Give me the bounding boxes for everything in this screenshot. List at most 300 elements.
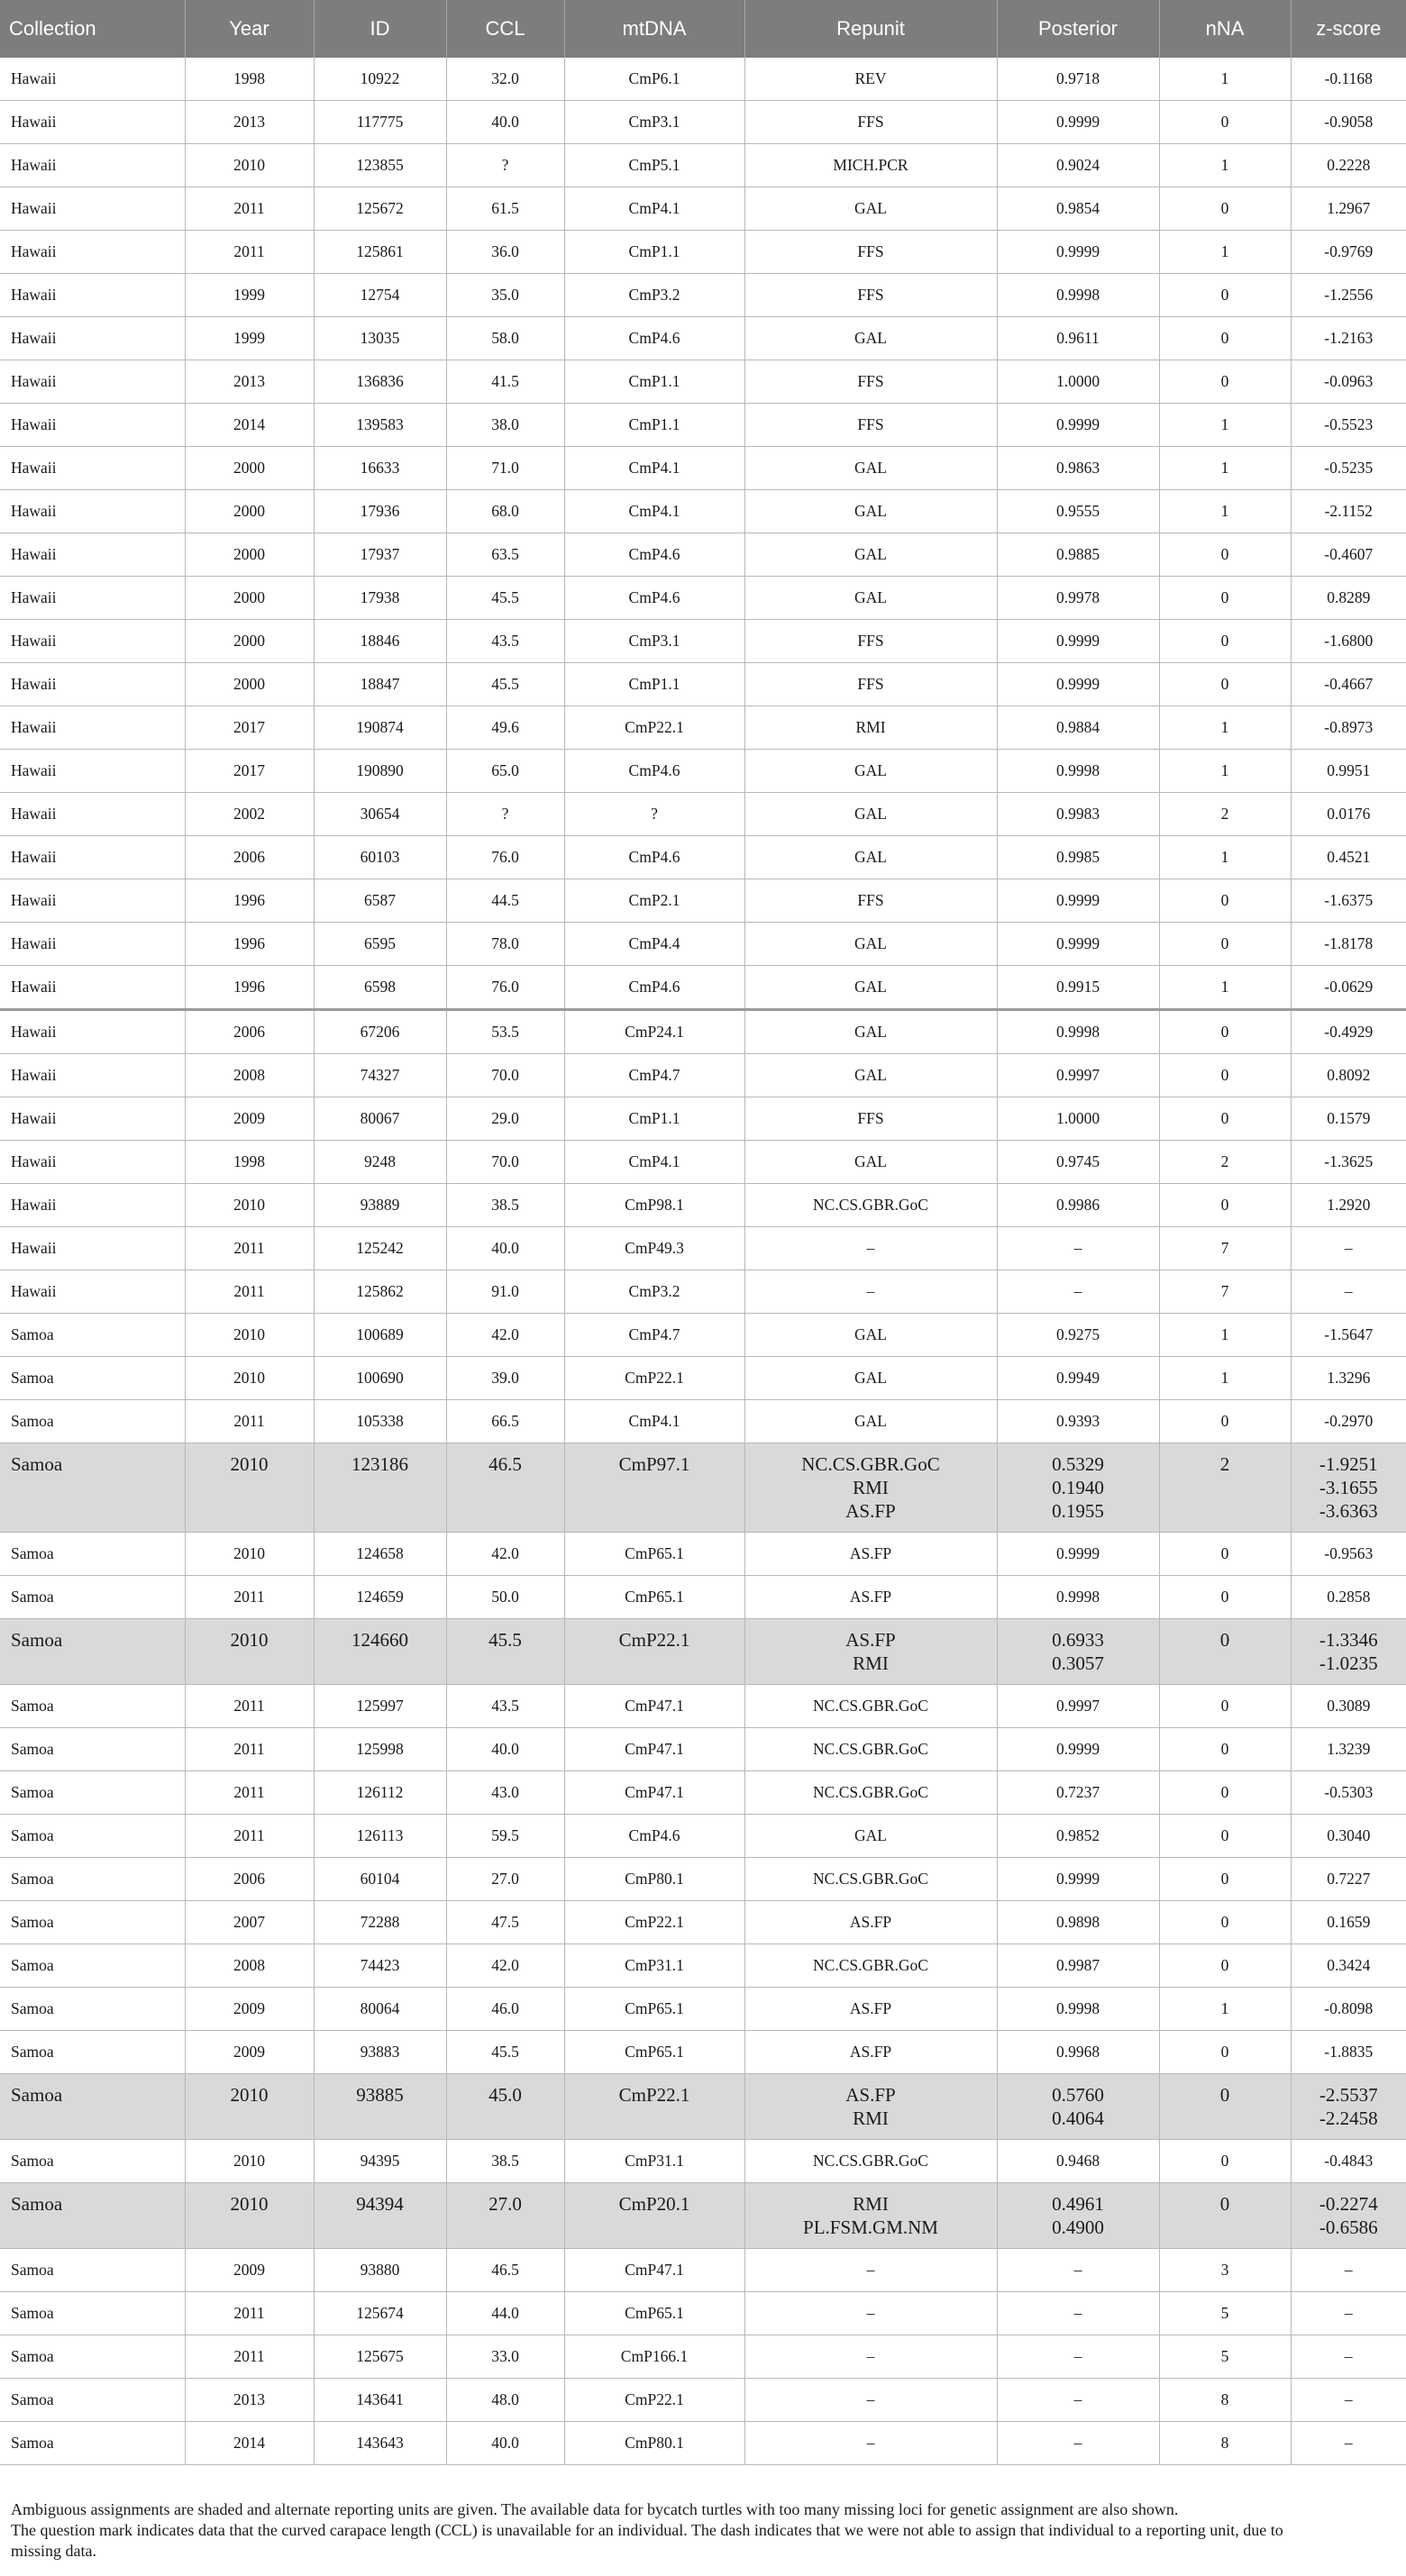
cell-repunit: [744, 533, 997, 577]
cell-z-score-value: -1.9251: [1319, 1453, 1378, 1475]
cell-ccl: 65.0: [446, 750, 564, 793]
cell-collection: Hawaii: [0, 404, 185, 447]
cell-posterior-value: 0.9999: [1055, 113, 1100, 131]
cell-nna: 0: [1159, 101, 1291, 144]
cell-z-score-value: -2.2458: [1319, 2107, 1378, 2129]
cell-z-score: [1291, 144, 1406, 187]
cell-posterior: [997, 1815, 1159, 1858]
cell-mtdna: CmP4.6: [564, 750, 744, 793]
cell-repunit-value: FFS: [857, 286, 884, 304]
table-row: [0, 404, 1406, 447]
cell-ccl: 40.0: [446, 101, 564, 144]
cell-repunit-value: –: [866, 1239, 875, 1257]
cell-year: 1999: [185, 317, 314, 360]
cell-z-score-value: –: [1344, 2390, 1353, 2408]
cell-id: 30654: [314, 793, 446, 836]
cell-id: 126113: [314, 1815, 446, 1858]
cell-collection: Hawaii: [0, 1141, 185, 1184]
cell-nna: 0: [1159, 577, 1291, 620]
cell-id: 67206: [314, 1010, 446, 1054]
cell-repunit: [744, 923, 997, 966]
cell-nna: 0: [1159, 1054, 1291, 1097]
cell-collection: Hawaii: [0, 750, 185, 793]
cell-repunit: [744, 2074, 997, 2140]
cell-z-score-value: -0.8973: [1324, 718, 1374, 736]
cell-id: 72288: [314, 1901, 446, 1944]
cell-posterior: [997, 1858, 1159, 1901]
cell-posterior-value: 0.9275: [1055, 1325, 1100, 1343]
cell-collection: Hawaii: [0, 1270, 185, 1314]
cell-z-score-value: -1.0235: [1319, 1652, 1378, 1674]
cell-z-score-value: -1.3346: [1319, 1629, 1378, 1651]
cell-mtdna: CmP49.3: [564, 1227, 744, 1270]
table-row: [0, 360, 1406, 404]
cell-posterior: [997, 793, 1159, 836]
cell-year: 1996: [185, 879, 314, 923]
cell-mtdna: CmP22.1: [564, 1901, 744, 1944]
cell-posterior-value: 0.9024: [1055, 156, 1100, 174]
cell-nna: 1: [1159, 231, 1291, 274]
cell-repunit: [744, 404, 997, 447]
cell-z-score: [1291, 404, 1406, 447]
cell-posterior-value: 0.9745: [1055, 1152, 1100, 1170]
cell-ccl: 38.5: [446, 2140, 564, 2183]
cell-year: 2000: [185, 490, 314, 533]
cell-collection: Hawaii: [0, 231, 185, 274]
cell-id: 17937: [314, 533, 446, 577]
cell-year: 2011: [185, 1685, 314, 1728]
table-row: [0, 750, 1406, 793]
table-row-ambiguous: [0, 1619, 1406, 1685]
cell-posterior-value: 0.9997: [1055, 1697, 1100, 1715]
cell-z-score-value: -0.2970: [1324, 1412, 1374, 1430]
cell-id: 10922: [314, 58, 446, 101]
cell-posterior: [997, 663, 1159, 706]
cell-posterior-value: 0.9987: [1055, 1956, 1100, 1974]
cell-z-score: [1291, 750, 1406, 793]
cell-posterior-value: 0.9999: [1055, 891, 1100, 909]
cell-posterior-value: –: [1073, 2390, 1082, 2408]
cell-collection: Hawaii: [0, 1054, 185, 1097]
table-row: [0, 1141, 1406, 1184]
cell-z-score-value: 0.3089: [1327, 1697, 1371, 1715]
cell-z-score: [1291, 2379, 1406, 2422]
cell-year: 1998: [185, 58, 314, 101]
cell-mtdna: CmP4.1: [564, 490, 744, 533]
table-row: [0, 2031, 1406, 2074]
cell-z-score: [1291, 2335, 1406, 2379]
cell-repunit: [744, 360, 997, 404]
cell-repunit-value: –: [866, 1282, 875, 1300]
table-row: [0, 1685, 1406, 1728]
cell-year: 2014: [185, 404, 314, 447]
cell-year: 2008: [185, 1944, 314, 1988]
cell-posterior-value: 0.9393: [1055, 1412, 1100, 1430]
cell-posterior-value: 0.9854: [1055, 199, 1100, 217]
cell-year: 2013: [185, 360, 314, 404]
cell-year: 2009: [185, 1097, 314, 1141]
table-row: [0, 1858, 1406, 1901]
cell-repunit: [744, 1944, 997, 1988]
cell-posterior-value: –: [1073, 1239, 1082, 1257]
cell-nna: 2: [1159, 1443, 1291, 1533]
cell-mtdna: CmP22.1: [564, 1619, 744, 1685]
cell-repunit-value: AS.FP: [849, 1544, 892, 1562]
cell-repunit-value: RMI: [855, 718, 886, 736]
cell-ccl: 41.5: [446, 360, 564, 404]
cell-ccl: 45.0: [446, 2074, 564, 2140]
cell-z-score-value: -0.9058: [1324, 113, 1374, 131]
cell-posterior: [997, 2031, 1159, 2074]
cell-year: 2010: [185, 144, 314, 187]
table-row: [0, 706, 1406, 750]
cell-repunit-value: RMI: [853, 2107, 889, 2129]
cell-repunit-value: FFS: [857, 891, 884, 909]
table-row: [0, 1357, 1406, 1400]
cell-year: 2000: [185, 533, 314, 577]
cell-collection: Samoa: [0, 2140, 185, 2183]
cell-z-score: [1291, 1141, 1406, 1184]
cell-ccl: 70.0: [446, 1141, 564, 1184]
cell-ccl: 45.5: [446, 577, 564, 620]
cell-repunit-value: GAL: [854, 1826, 887, 1844]
cell-posterior: [997, 1184, 1159, 1227]
cell-nna: 0: [1159, 533, 1291, 577]
cell-mtdna: CmP97.1: [564, 1443, 744, 1533]
table-row: [0, 620, 1406, 663]
cell-z-score-value: 0.4521: [1327, 848, 1371, 866]
cell-collection: Hawaii: [0, 966, 185, 1010]
cell-z-score-value: -1.8178: [1324, 934, 1374, 952]
table-body: [0, 58, 1406, 2465]
cell-mtdna: CmP47.1: [564, 1771, 744, 1815]
header-posterior: Posterior: [997, 0, 1159, 58]
cell-id: 80067: [314, 1097, 446, 1141]
cell-posterior-value: 0.1955: [1052, 1500, 1104, 1522]
cell-mtdna: CmP1.1: [564, 663, 744, 706]
cell-z-score: [1291, 187, 1406, 231]
cell-z-score-value: –: [1344, 1239, 1353, 1257]
cell-id: 94395: [314, 2140, 446, 2183]
cell-repunit-value: FFS: [857, 242, 884, 260]
cell-posterior: [997, 1901, 1159, 1944]
cell-z-score-value: -0.6586: [1319, 2216, 1378, 2238]
cell-collection: Samoa: [0, 1728, 185, 1771]
cell-repunit-value: NC.CS.GBR.GoC: [813, 1783, 928, 1801]
cell-id: 143641: [314, 2379, 446, 2422]
cell-id: 74327: [314, 1054, 446, 1097]
cell-year: 2006: [185, 1858, 314, 1901]
cell-nna: 1: [1159, 144, 1291, 187]
table-row: [0, 1314, 1406, 1357]
cell-nna: 1: [1159, 58, 1291, 101]
cell-z-score-value: -2.1152: [1324, 502, 1373, 520]
cell-z-score: [1291, 2140, 1406, 2183]
cell-posterior-value: 0.5329: [1052, 1453, 1104, 1475]
cell-nna: 0: [1159, 1944, 1291, 1988]
cell-id: 6595: [314, 923, 446, 966]
cell-z-score: [1291, 663, 1406, 706]
cell-posterior: [997, 577, 1159, 620]
cell-posterior-value: 0.9998: [1055, 1023, 1100, 1041]
cell-repunit: [744, 1141, 997, 1184]
cell-mtdna: CmP22.1: [564, 706, 744, 750]
cell-repunit: [744, 1184, 997, 1227]
cell-nna: 2: [1159, 1141, 1291, 1184]
cell-repunit: [744, 101, 997, 144]
cell-z-score: [1291, 231, 1406, 274]
cell-id: 125675: [314, 2335, 446, 2379]
cell-z-score: [1291, 274, 1406, 317]
table-row: [0, 144, 1406, 187]
cell-collection: Hawaii: [0, 577, 185, 620]
cell-posterior: [997, 317, 1159, 360]
cell-nna: 0: [1159, 274, 1291, 317]
cell-repunit: [744, 1400, 997, 1443]
cell-ccl: 44.0: [446, 2292, 564, 2335]
cell-posterior: [997, 187, 1159, 231]
cell-year: 2011: [185, 1728, 314, 1771]
cell-year: 2000: [185, 620, 314, 663]
cell-repunit-value: GAL: [854, 1023, 887, 1041]
cell-z-score-value: 0.3040: [1327, 1826, 1371, 1844]
cell-nna: 0: [1159, 1771, 1291, 1815]
cell-ccl: 38.5: [446, 1184, 564, 1227]
cell-nna: 0: [1159, 923, 1291, 966]
cell-posterior-value: 0.9949: [1055, 1369, 1100, 1387]
cell-z-score-value: -0.4843: [1324, 2152, 1374, 2170]
cell-z-score: [1291, 2292, 1406, 2335]
cell-repunit-value: GAL: [854, 761, 887, 779]
cell-mtdna: CmP31.1: [564, 1944, 744, 1988]
cell-nna: 1: [1159, 490, 1291, 533]
cell-ccl: 43.5: [446, 1685, 564, 1728]
cell-repunit: [744, 1357, 997, 1400]
cell-repunit: [744, 1576, 997, 1619]
cell-repunit-value: RMI: [853, 1477, 889, 1498]
cell-year: 2011: [185, 2292, 314, 2335]
cell-year: 2017: [185, 750, 314, 793]
cell-nna: 0: [1159, 879, 1291, 923]
cell-repunit: [744, 1314, 997, 1357]
cell-nna: 1: [1159, 1988, 1291, 2031]
header-z-score: z-score: [1291, 0, 1406, 58]
cell-year: 2011: [185, 1771, 314, 1815]
table-row: [0, 1400, 1406, 1443]
cell-nna: 0: [1159, 2183, 1291, 2249]
cell-mtdna: CmP4.6: [564, 1815, 744, 1858]
cell-nna: 0: [1159, 1901, 1291, 1944]
cell-z-score: [1291, 1944, 1406, 1988]
cell-nna: 7: [1159, 1227, 1291, 1270]
table-row: [0, 1728, 1406, 1771]
cell-collection: Hawaii: [0, 533, 185, 577]
cell-nna: 1: [1159, 1314, 1291, 1357]
cell-posterior: [997, 1533, 1159, 1576]
cell-ccl: 27.0: [446, 1858, 564, 1901]
cell-year: 2000: [185, 447, 314, 490]
cell-repunit: [744, 620, 997, 663]
cell-posterior: [997, 966, 1159, 1010]
cell-nna: 5: [1159, 2335, 1291, 2379]
cell-collection: Samoa: [0, 1400, 185, 1443]
cell-id: 124658: [314, 1533, 446, 1576]
cell-repunit-value: REV: [854, 69, 887, 87]
cell-z-score: [1291, 1357, 1406, 1400]
cell-z-score-value: -3.6363: [1319, 1500, 1378, 1522]
cell-nna: 8: [1159, 2379, 1291, 2422]
cell-collection: Hawaii: [0, 490, 185, 533]
cell-z-score: [1291, 58, 1406, 101]
cell-posterior: [997, 923, 1159, 966]
cell-year: 2011: [185, 2335, 314, 2379]
cell-ccl: 45.5: [446, 663, 564, 706]
table-row: [0, 58, 1406, 101]
cell-z-score-value: 0.3424: [1327, 1956, 1371, 1974]
header-id: ID: [314, 0, 446, 58]
cell-nna: 0: [1159, 1097, 1291, 1141]
header-year: Year: [185, 0, 314, 58]
cell-posterior-value: 0.9978: [1055, 588, 1100, 606]
cell-collection: Hawaii: [0, 447, 185, 490]
cell-id: 100689: [314, 1314, 446, 1357]
cell-ccl: 45.5: [446, 2031, 564, 2074]
cell-repunit: [744, 1685, 997, 1728]
cell-repunit-value: GAL: [854, 199, 887, 217]
cell-repunit: [744, 1097, 997, 1141]
cell-repunit: [744, 490, 997, 533]
cell-collection: Samoa: [0, 2422, 185, 2465]
cell-posterior-value: 0.9915: [1055, 978, 1100, 996]
cell-year: 2011: [185, 231, 314, 274]
cell-z-score-value: 0.8289: [1327, 588, 1371, 606]
cell-repunit: [744, 187, 997, 231]
cell-collection: Samoa: [0, 2074, 185, 2140]
cell-year: 2000: [185, 663, 314, 706]
cell-nna: 1: [1159, 404, 1291, 447]
cell-z-score-value: -0.0629: [1324, 978, 1374, 996]
cell-posterior-value: 0.6933: [1052, 1629, 1104, 1651]
cell-repunit: [744, 317, 997, 360]
cell-mtdna: CmP24.1: [564, 1010, 744, 1054]
cell-year: 2010: [185, 1184, 314, 1227]
table-row: [0, 490, 1406, 533]
cell-nna: 1: [1159, 966, 1291, 1010]
cell-year: 1999: [185, 274, 314, 317]
cell-ccl: 39.0: [446, 1357, 564, 1400]
cell-repunit: [744, 1443, 997, 1533]
cell-z-score-value: -1.6800: [1324, 632, 1374, 650]
cell-repunit: [744, 2031, 997, 2074]
cell-ccl: 36.0: [446, 231, 564, 274]
cell-mtdna: CmP166.1: [564, 2335, 744, 2379]
cell-z-score-value: -0.9563: [1324, 1544, 1374, 1562]
footnote-shading-note: Ambiguous assignments are shaded and alternate reporting units are given. The available data for bycatch turtles with too many missing loci for genetic assignment are also shown.: [11, 2500, 1179, 2518]
cell-mtdna: CmP1.1: [564, 360, 744, 404]
cell-repunit-value: GAL: [854, 545, 887, 563]
cell-mtdna: ?: [564, 793, 744, 836]
cell-id: 125242: [314, 1227, 446, 1270]
cell-posterior: [997, 1357, 1159, 1400]
cell-nna: 0: [1159, 1858, 1291, 1901]
cell-year: 2010: [185, 1357, 314, 1400]
cell-z-score-value: –: [1344, 2261, 1353, 2279]
cell-repunit-value: RMI: [853, 2193, 889, 2215]
cell-ccl: 76.0: [446, 966, 564, 1010]
cell-collection: Samoa: [0, 2292, 185, 2335]
cell-repunit-value: GAL: [854, 848, 887, 866]
cell-repunit-value: –: [866, 2434, 875, 2452]
cell-ccl: 27.0: [446, 2183, 564, 2249]
cell-posterior-value: 0.9998: [1055, 1588, 1100, 1606]
cell-posterior: [997, 1010, 1159, 1054]
cell-ccl: 91.0: [446, 1270, 564, 1314]
cell-posterior: [997, 1728, 1159, 1771]
cell-id: 143643: [314, 2422, 446, 2465]
cell-mtdna: CmP2.1: [564, 879, 744, 923]
cell-posterior: [997, 1944, 1159, 1988]
cell-z-score-value: -0.0963: [1324, 372, 1374, 390]
cell-posterior-value: 0.9718: [1055, 69, 1100, 87]
cell-collection: Samoa: [0, 2031, 185, 2074]
cell-ccl: 38.0: [446, 404, 564, 447]
cell-repunit: [744, 966, 997, 1010]
cell-nna: 1: [1159, 706, 1291, 750]
cell-nna: 1: [1159, 836, 1291, 879]
table-row: [0, 577, 1406, 620]
cell-collection: Hawaii: [0, 1097, 185, 1141]
cell-z-score-value: 0.2228: [1327, 156, 1371, 174]
cell-collection: Samoa: [0, 1685, 185, 1728]
cell-mtdna: CmP5.1: [564, 144, 744, 187]
cell-nna: 0: [1159, 2140, 1291, 2183]
cell-repunit-value: AS.FP: [849, 1999, 892, 2017]
cell-posterior-value: 1.0000: [1055, 1109, 1100, 1127]
cell-posterior-value: 0.9468: [1055, 2152, 1100, 2170]
cell-collection: Samoa: [0, 2249, 185, 2292]
cell-z-score-value: -0.8098: [1324, 1999, 1374, 2017]
cell-mtdna: CmP1.1: [564, 231, 744, 274]
cell-posterior: [997, 144, 1159, 187]
cell-mtdna: CmP3.1: [564, 101, 744, 144]
cell-posterior-value: 0.9998: [1055, 286, 1100, 304]
cell-year: 2011: [185, 1270, 314, 1314]
cell-id: 16633: [314, 447, 446, 490]
cell-repunit: [744, 879, 997, 923]
cell-id: 13035: [314, 317, 446, 360]
cell-mtdna: CmP4.7: [564, 1054, 744, 1097]
cell-posterior: [997, 1054, 1159, 1097]
cell-z-score-value: -1.8835: [1324, 2043, 1374, 2061]
cell-z-score-value: -1.6375: [1324, 891, 1374, 909]
cell-posterior: [997, 1097, 1159, 1141]
cell-id: 18847: [314, 663, 446, 706]
cell-repunit: [744, 2379, 997, 2422]
cell-year: 2002: [185, 793, 314, 836]
cell-ccl: 71.0: [446, 447, 564, 490]
cell-collection: Hawaii: [0, 1227, 185, 1270]
cell-repunit-value: FFS: [857, 113, 884, 131]
cell-collection: Hawaii: [0, 58, 185, 101]
table-row: [0, 793, 1406, 836]
cell-year: 2000: [185, 577, 314, 620]
table-row: [0, 923, 1406, 966]
cell-posterior-value: 0.9998: [1055, 1999, 1100, 2017]
cell-nna: 0: [1159, 620, 1291, 663]
cell-posterior: [997, 2379, 1159, 2422]
table-row: [0, 231, 1406, 274]
cell-posterior-value: 0.4961: [1052, 2193, 1104, 2215]
